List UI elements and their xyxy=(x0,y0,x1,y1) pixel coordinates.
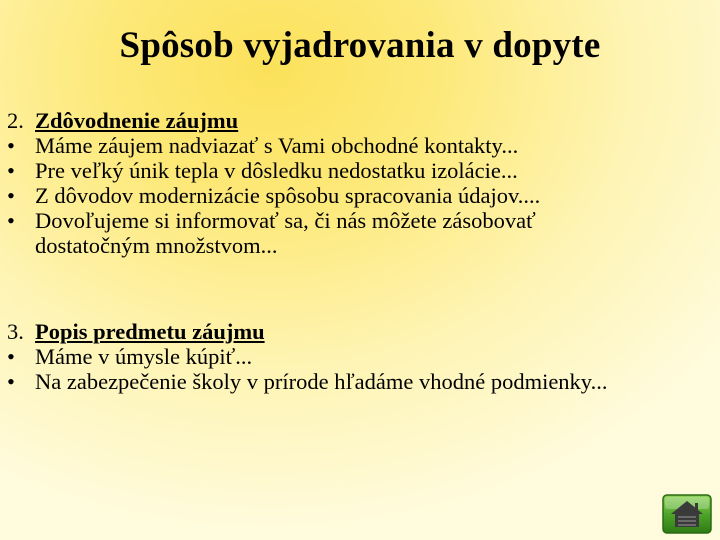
list-item xyxy=(7,369,707,394)
list-item-text: Z dôvodov modernizácie spôsobu spracovania údajov.... xyxy=(35,183,541,208)
home-icon xyxy=(662,494,712,534)
list-item xyxy=(7,344,707,369)
list-item-text: Máme záujem nadviazať s Vami obchodné kontakty... xyxy=(35,133,519,158)
section-number: 2. xyxy=(7,108,24,133)
section-heading: Zdôvodnenie záujmu xyxy=(35,108,239,133)
list-item xyxy=(7,208,707,258)
bullet: • xyxy=(7,183,15,208)
list-item xyxy=(7,133,707,158)
list-item-text: Máme v úmysle kúpiť... xyxy=(35,344,253,369)
section-justification xyxy=(7,108,707,258)
list-item-text: Pre veľký únik tepla v dôsledku nedostatku izolácie... xyxy=(35,158,518,183)
list-item xyxy=(7,158,707,183)
home-button[interactable] xyxy=(662,494,712,534)
bullet: • xyxy=(7,133,15,158)
section-heading: Popis predmetu záujmu xyxy=(35,319,265,344)
slide-title: Spôsob vyjadrovania v dopyte xyxy=(119,25,601,66)
list-item-text-line: dostatočným množstvom... xyxy=(35,233,278,258)
section-number: 3. xyxy=(7,319,24,344)
bullet: • xyxy=(7,344,15,369)
list-item xyxy=(7,183,707,208)
bullet: • xyxy=(7,369,15,394)
section-heading-row xyxy=(7,108,707,133)
bullet: • xyxy=(7,208,15,233)
list-item-text-wrapped xyxy=(35,208,536,258)
bullet: • xyxy=(7,158,15,183)
section-subject-description xyxy=(7,319,707,394)
section-heading-row xyxy=(7,319,707,344)
list-item-text: Na zabezpečenie školy v prírode hľadáme vhodné podmienky... xyxy=(35,369,608,394)
list-item-text-line: Dovoľujeme si informovať sa, či nás môžete zásobovať xyxy=(35,208,536,233)
